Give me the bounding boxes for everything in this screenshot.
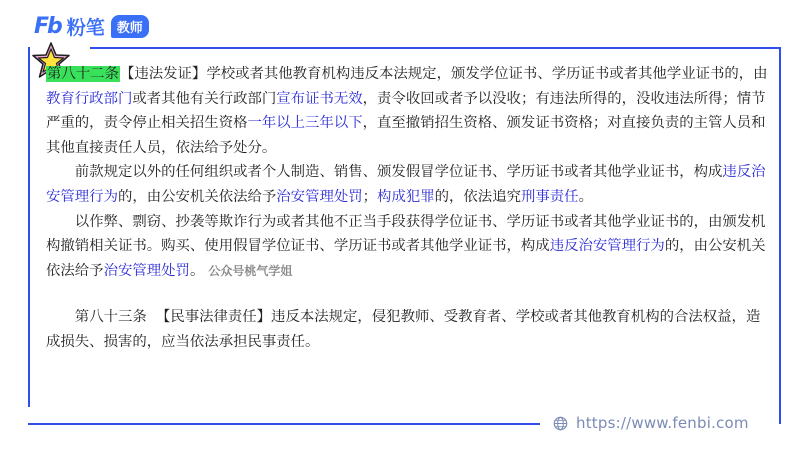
watermark-text: 公众号桃气学姐 — [208, 263, 293, 278]
body-text: 的，依法追究 — [434, 188, 521, 205]
body-text: 前款规定以外的任何组织或者个人制造、销售、颁发假冒学位证书、学历证书或者其他学业证书，构成 — [74, 164, 723, 181]
body-text: 。 — [578, 188, 593, 205]
body-text: ； — [362, 188, 378, 205]
highlighted-term: 治安管理处罚 — [103, 262, 190, 279]
article-82-text-3 — [46, 214, 766, 279]
article-82-text-1 — [46, 66, 768, 156]
body-text: 的，由公安机关依法给予 — [117, 188, 277, 205]
body-text: ，直至撤销招生资格、颁发证书资格；对直接负责的主管人员和其他直接责任人员，依法给予处分。 — [46, 115, 766, 156]
body-text: 【违法发证】学校或者其他教育机构违反本法规定，颁发学位证书、学历证书或者其他学业证书的，由 — [119, 66, 768, 82]
highlighted-term: 宣布证书无效 — [276, 90, 363, 107]
website-url[interactable]: https://www.fenbi.com — [576, 414, 749, 432]
logo-name: 粉笔 — [66, 16, 105, 39]
logo-mark: Fb — [34, 13, 61, 39]
website-footer — [553, 412, 749, 434]
body-text: 以作弊、剽窃、抄袭等欺诈行为或者其他不正当手段获得学位证书、学历证书或者其他学业证书的，由颁发机构撤销相关证书。购买、使用假冒学位证书、学历证书或者其他学业证书，构成 — [46, 213, 766, 255]
body-text: 或者其他有关行政部门 — [132, 90, 277, 107]
frame-left-border — [28, 47, 30, 407]
highlighted-term: 治安管理处罚 — [276, 188, 363, 205]
fenbi-logo — [34, 12, 149, 40]
highlighted-term: 刑事责任 — [520, 188, 579, 205]
article-82-paragraph-1 — [46, 62, 768, 160]
frame-bottom-border — [28, 423, 540, 425]
highlighted-term: 违反治安管理行为 — [549, 238, 665, 255]
highlighted-term: 违反治安管理行为 — [46, 164, 766, 205]
article-83-body: 【民事法律责任】违反本法规定，侵犯教师、受教育者、学校或者其他教育机构的合法权益，造成损失、损害的，应当依法承担民事责任。 — [46, 309, 761, 350]
body-text: 的，由公安机关依法给予 — [46, 238, 766, 279]
article-82-title: 第八十二条 — [47, 66, 119, 82]
article-82-paragraph-3 — [46, 210, 768, 284]
frame-right-border — [779, 47, 781, 424]
highlighted-term: 构成犯罪 — [377, 188, 435, 205]
highlighted-term: 教育行政部门 — [46, 90, 133, 107]
article-83-title: 第八十三条 — [74, 309, 147, 326]
article-82-paragraph-2 — [46, 160, 768, 209]
body-text: ，责令收回或者予以没收；有违法所得的，没收违法所得；情节严重的，责令停止相关招生资格 — [46, 90, 766, 132]
highlighted-term: 一年以上三年以下 — [247, 115, 363, 132]
globe-icon — [553, 416, 568, 431]
paragraph-gap — [46, 283, 768, 305]
logo-badge: 教师 — [111, 15, 149, 38]
frame-top-border — [90, 47, 781, 49]
law-content — [46, 62, 768, 355]
body-text: 。 — [189, 262, 205, 279]
article-83-paragraph — [46, 305, 768, 354]
